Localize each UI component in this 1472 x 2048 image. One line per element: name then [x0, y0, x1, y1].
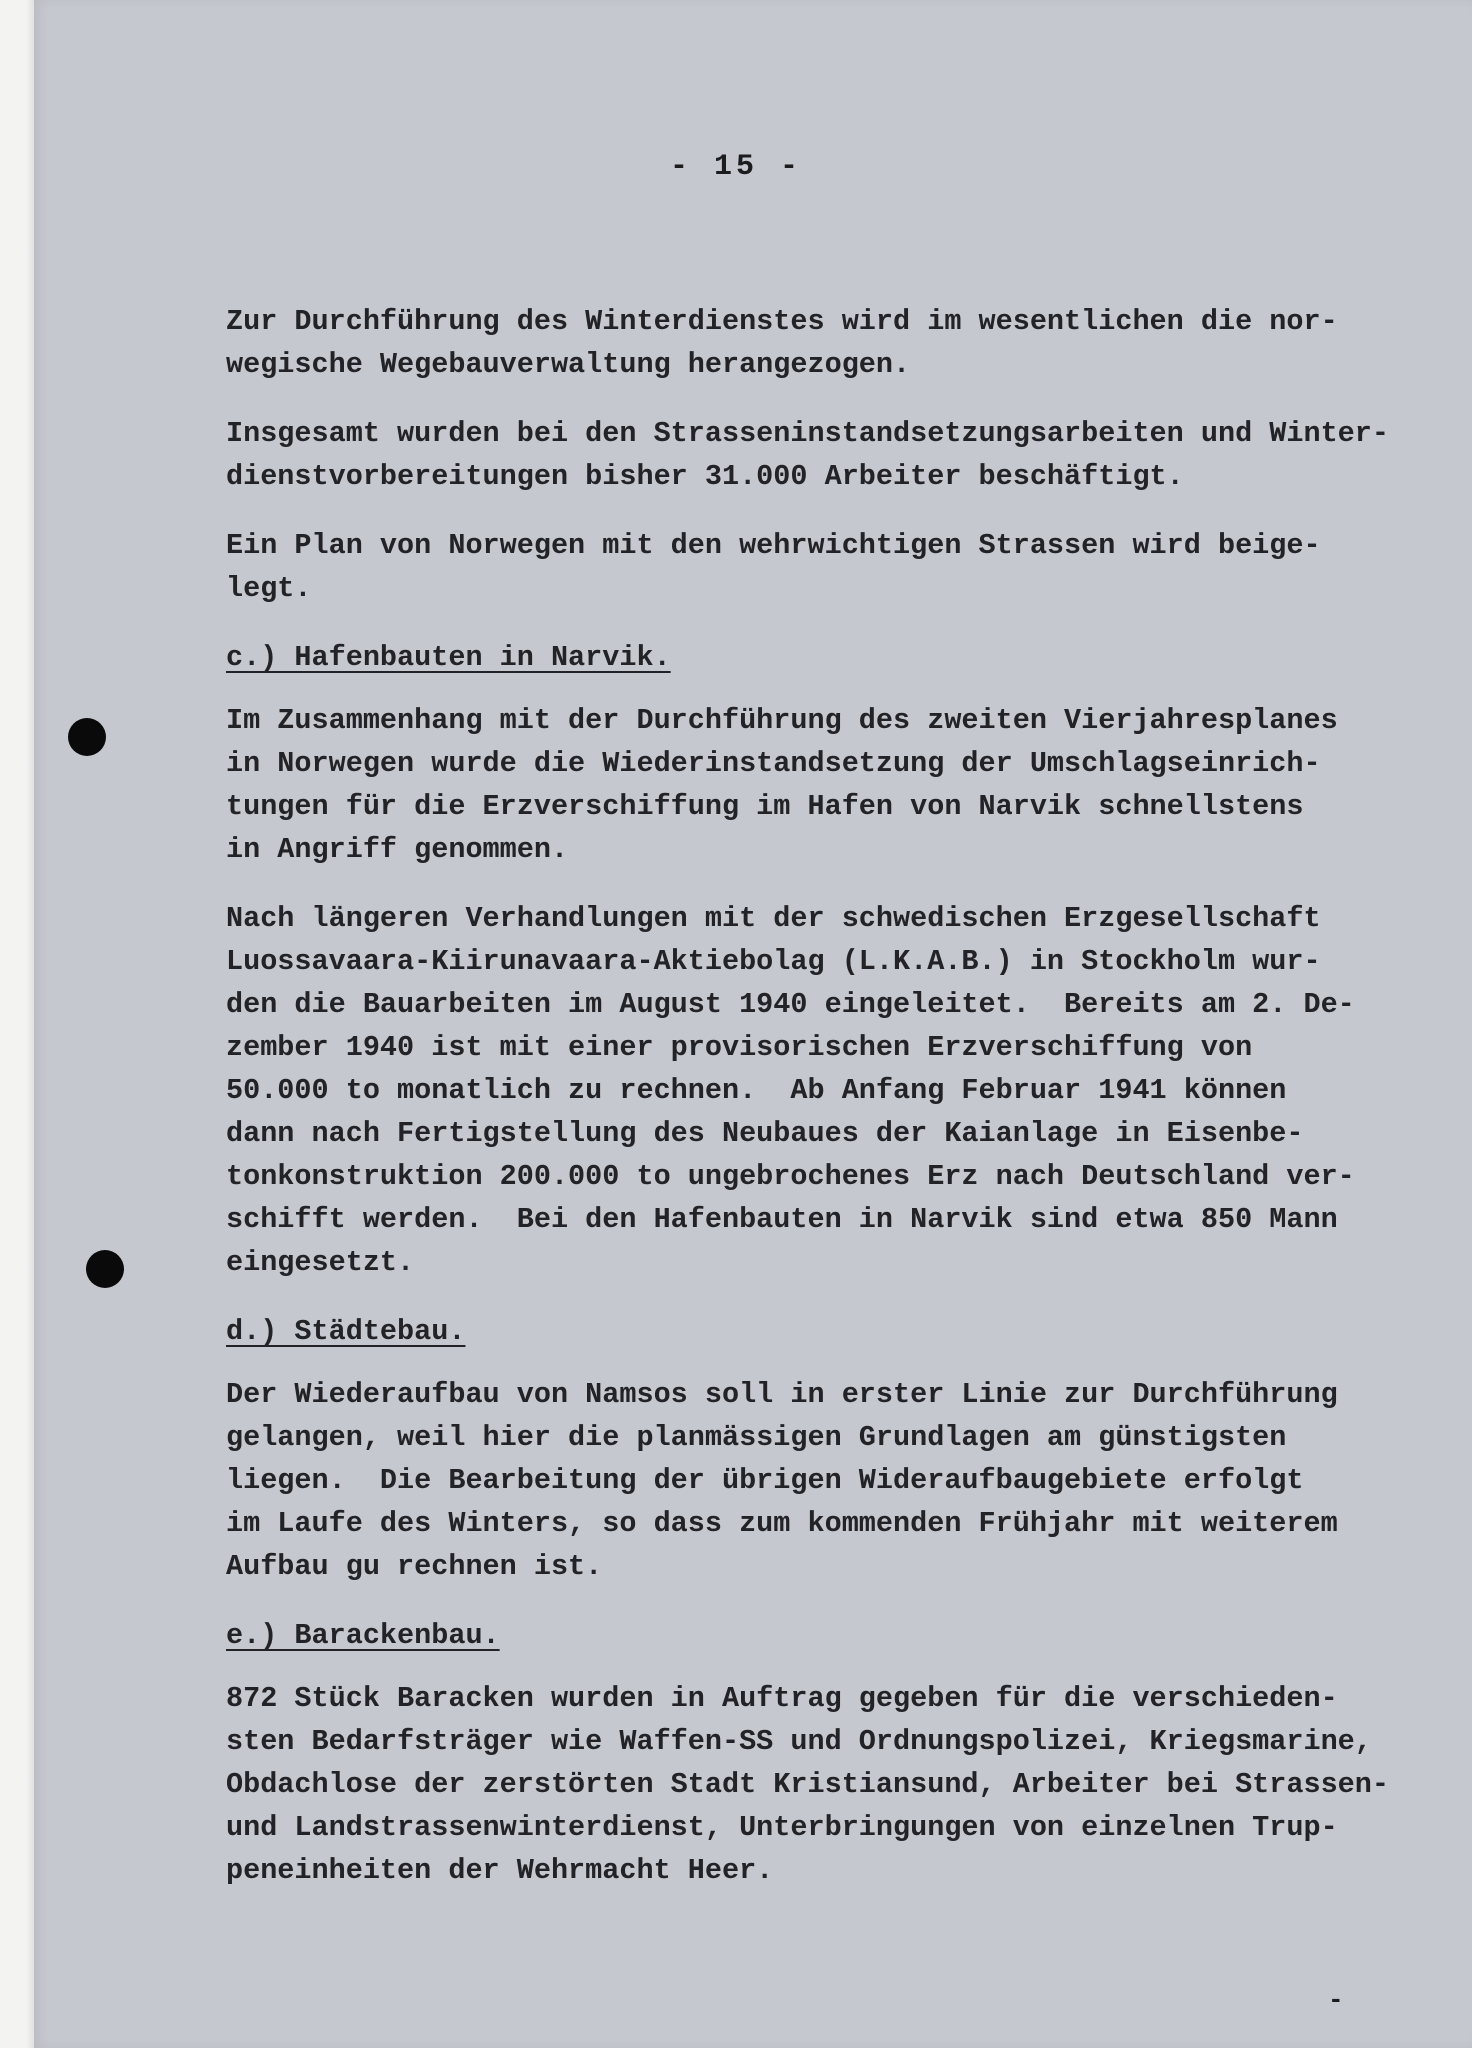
page-number: - 15 -	[669, 150, 803, 184]
text-line: 50.000 to monatlich zu rechnen. Ab Anfang Februar 1941 können	[226, 1074, 1287, 1107]
document-body	[226, 300, 1406, 1918]
section-heading-barackenbau: e.) Barackenbau.	[226, 1619, 500, 1652]
text-line: sten Bedarfsträger wie Waffen-SS und Ordnungspolizei, Kriegsmarine,	[226, 1725, 1372, 1758]
text-line: Ein Plan von Norwegen mit den wehrwichtigen Strassen wird beige-	[226, 529, 1321, 562]
paragraph-arbeiter	[226, 412, 1406, 498]
paragraph-barackenbau	[226, 1677, 1406, 1892]
text-line: Luossavaara-Kiirunavaara-Aktiebolag (L.K.A.B.) in Stockholm wur-	[226, 945, 1321, 978]
text-line: tonkonstruktion 200.000 to ungebrochenes Erz nach Deutschland ver-	[226, 1160, 1355, 1193]
text-line: Obdachlose der zerstörten Stadt Kristiansund, Arbeiter bei Strassen-	[226, 1768, 1389, 1801]
text-line: Aufbau gu rechnen ist.	[226, 1550, 603, 1583]
text-line: Insgesamt wurden bei den Strasseninstandsetzungsarbeiten und Winter-	[226, 417, 1389, 450]
text-line: zember 1940 ist mit einer provisorischen Erzverschiffung von	[226, 1031, 1253, 1064]
continuation-mark: -	[1328, 1985, 1344, 2015]
paragraph-winterdienst	[226, 300, 1406, 386]
text-line: eingesetzt.	[226, 1246, 415, 1279]
punch-hole-lower	[86, 1250, 124, 1288]
text-line: in Angriff genommen.	[226, 833, 569, 866]
text-line: liegen. Die Bearbeitung der übrigen Wideraufbaugebiete erfolgt	[226, 1464, 1304, 1497]
section-heading-hafenbauten: c.) Hafenbauten in Narvik.	[226, 641, 671, 674]
text-line: gelangen, weil hier die planmässigen Grundlagen am günstigsten	[226, 1421, 1287, 1454]
text-line: dann nach Fertigstellung des Neubaues der Kaianlage in Eisenbe-	[226, 1117, 1304, 1150]
text-line: legt.	[226, 572, 312, 605]
punch-hole-upper	[68, 718, 106, 756]
text-line: tungen für die Erzverschiffung im Hafen von Narvik schnellstens	[226, 790, 1304, 823]
paragraph-hafen-intro	[226, 699, 1406, 871]
text-line: den die Bauarbeiten im August 1940 eingeleitet. Bereits am 2. De-	[226, 988, 1355, 1021]
text-line: wegische Wegebauverwaltung herangezogen.	[226, 348, 911, 381]
text-line: Im Zusammenhang mit der Durchführung des zweiten Vierjahresplanes	[226, 704, 1338, 737]
text-line: in Norwegen wurde die Wiederinstandsetzung der Umschlagseinrich-	[226, 747, 1321, 780]
text-line: Nach längeren Verhandlungen mit der schwedischen Erzgesellschaft	[226, 902, 1321, 935]
text-line: Der Wiederaufbau von Namsos soll in erster Linie zur Durchführung	[226, 1378, 1338, 1411]
text-line: 872 Stück Baracken wurden in Auftrag gegeben für die verschieden-	[226, 1682, 1338, 1715]
paragraph-staedtebau	[226, 1373, 1406, 1588]
paragraph-hafen-verhandlungen	[226, 897, 1406, 1284]
section-heading-staedtebau: d.) Städtebau.	[226, 1315, 466, 1348]
text-line: schifft werden. Bei den Hafenbauten in Narvik sind etwa 850 Mann	[226, 1203, 1338, 1236]
text-line: peneinheiten der Wehrmacht Heer.	[226, 1854, 774, 1887]
text-line: dienstvorbereitungen bisher 31.000 Arbeiter beschäftigt.	[226, 460, 1184, 493]
text-line: Zur Durchführung des Winterdienstes wird im wesentlichen die nor-	[226, 305, 1338, 338]
text-line: im Laufe des Winters, so dass zum kommenden Frühjahr mit weiterem	[226, 1507, 1338, 1540]
text-line: und Landstrassenwinterdienst, Unterbringungen von einzelnen Trup-	[226, 1811, 1338, 1844]
paragraph-plan	[226, 524, 1406, 610]
